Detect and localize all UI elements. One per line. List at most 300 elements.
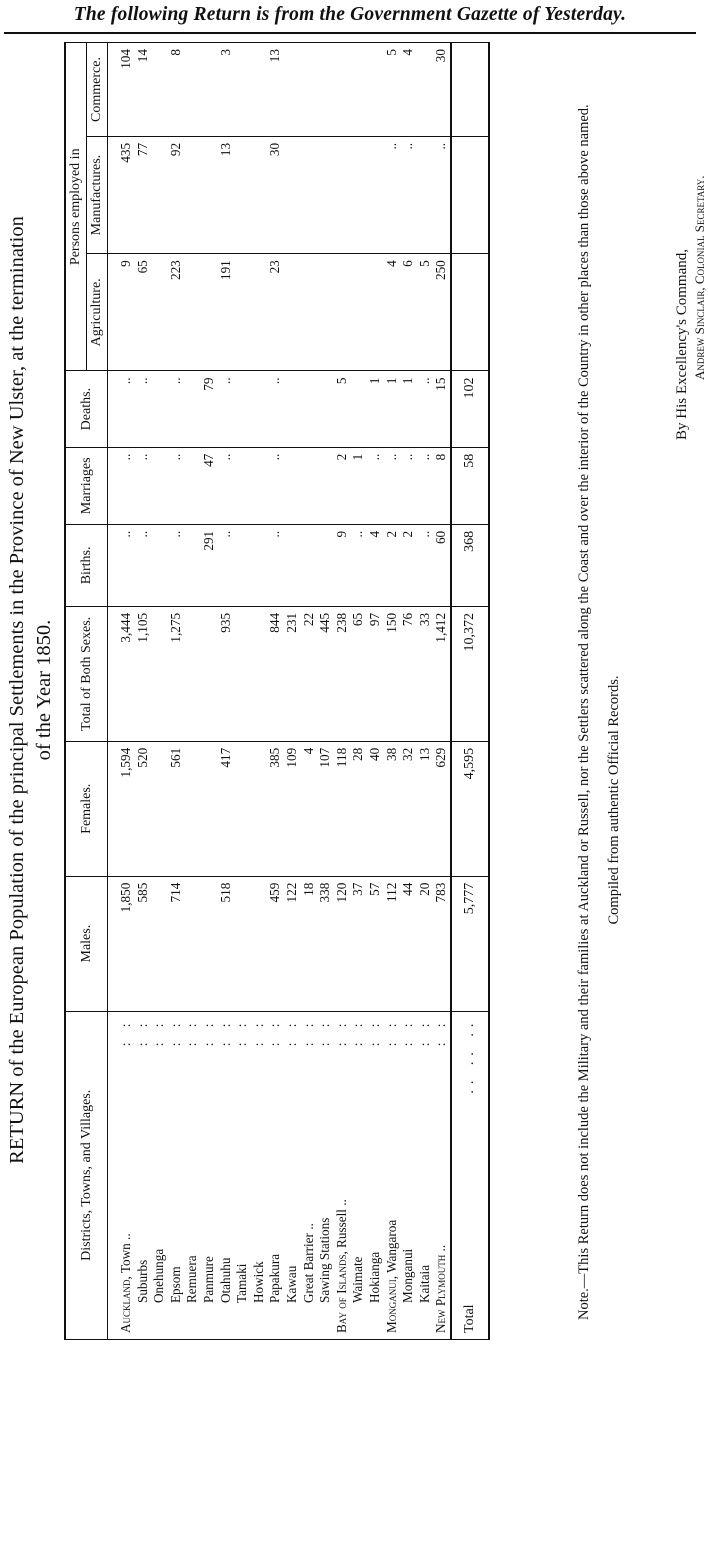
cell-total: 1,412	[433, 606, 451, 741]
cell-deaths	[251, 371, 268, 447]
table-row	[184, 43, 201, 1340]
cell-deaths: 5	[334, 371, 351, 447]
cell-births: ..	[218, 524, 235, 606]
cell-females: 385	[267, 741, 284, 876]
table-row	[201, 43, 218, 1340]
row-place	[267, 1011, 284, 1339]
cell-manufactures	[284, 136, 301, 253]
cell-commerce	[184, 43, 201, 137]
table-body	[108, 43, 451, 1340]
cell-commerce: 5	[384, 43, 401, 137]
leader-dots: : :	[366, 1017, 382, 1047]
cell-females: 520	[135, 741, 152, 876]
population-table	[64, 42, 490, 1340]
cell-total	[201, 606, 218, 741]
cell-total: 3,444	[108, 606, 135, 741]
cell-total: 1,105	[135, 606, 152, 741]
cell-females: 40	[367, 741, 384, 876]
cell-marriages: ..	[168, 447, 185, 524]
cell-manufactures	[317, 136, 334, 253]
cell-births: ..	[350, 524, 367, 606]
cell-agriculture	[184, 254, 201, 371]
cell-females	[184, 741, 201, 876]
row-place	[218, 1011, 235, 1339]
cell-births: ..	[168, 524, 185, 606]
cell-agriculture: 191	[218, 254, 235, 371]
total-females: 4,595	[451, 741, 489, 876]
cell-deaths	[317, 371, 334, 447]
cell-males: 714	[168, 876, 185, 1011]
cell-total: 935	[218, 606, 235, 741]
place-name: Papakura	[267, 1253, 283, 1303]
col-manufactures: Manufactures.	[87, 136, 108, 253]
cell-commerce	[234, 43, 251, 137]
col-commerce: Commerce.	[87, 43, 108, 137]
cell-commerce	[301, 43, 318, 137]
total-leader-dots: .. .. ..	[461, 1017, 477, 1094]
cell-commerce	[251, 43, 268, 137]
leader-dots: : :	[151, 1017, 167, 1047]
cell-commerce: 8	[168, 43, 185, 137]
leader-dots: : :	[200, 1017, 216, 1047]
cell-marriages: ..	[400, 447, 417, 524]
leader-dots: : :	[250, 1017, 266, 1047]
table-row	[108, 43, 135, 1340]
table-row	[400, 43, 417, 1340]
leader-dots: : :	[300, 1017, 316, 1047]
cell-manufactures	[301, 136, 318, 253]
leader-dots: : :	[234, 1017, 250, 1047]
place-name: Remuera	[184, 1255, 200, 1303]
cell-deaths: 1	[384, 371, 401, 447]
cell-females	[151, 741, 168, 876]
cell-agriculture: 9	[108, 254, 135, 371]
footer	[574, 40, 707, 1340]
row-place	[284, 1011, 301, 1339]
cell-deaths: ..	[168, 371, 185, 447]
cell-deaths: 15	[433, 371, 451, 447]
cell-agriculture: 250	[433, 254, 451, 371]
place-name: Suburbs	[134, 1259, 150, 1303]
table-row	[350, 43, 367, 1340]
cell-males	[201, 876, 218, 1011]
cell-total	[234, 606, 251, 741]
cell-marriages: ..	[135, 447, 152, 524]
cell-commerce: 104	[108, 43, 135, 137]
table-row	[218, 43, 235, 1340]
leader-dots: : :	[118, 1017, 133, 1047]
cell-females: 4	[301, 741, 318, 876]
title-line-1: RETURN of the European Population of the principal Settlements in the Province of New Ulster, at the termination	[6, 216, 28, 1164]
district-name: New Plymouth	[433, 1254, 449, 1333]
cell-manufactures: 30	[267, 136, 284, 253]
col-districts: Districts, Towns, and Villages.	[65, 1011, 108, 1339]
cell-marriages: ..	[267, 447, 284, 524]
command-line: By His Excellency's Command,	[674, 248, 690, 440]
row-place	[184, 1011, 201, 1339]
cell-agriculture	[234, 254, 251, 371]
cell-deaths	[350, 371, 367, 447]
cell-marriages: ..	[108, 447, 135, 524]
total-deaths: 102	[451, 371, 489, 447]
cell-commerce	[334, 43, 351, 137]
leader-dots: : :	[184, 1017, 200, 1047]
cell-marriages	[184, 447, 201, 524]
cell-agriculture	[151, 254, 168, 371]
cell-births: 4	[367, 524, 384, 606]
cell-commerce: 4	[400, 43, 417, 137]
cell-males: 338	[317, 876, 334, 1011]
cell-deaths	[151, 371, 168, 447]
cell-total: 65	[350, 606, 367, 741]
row-place	[251, 1011, 268, 1339]
table-row	[317, 43, 334, 1340]
cell-deaths: ..	[417, 371, 434, 447]
cell-births	[284, 524, 301, 606]
cell-females	[234, 741, 251, 876]
note-text: Note.—This Return does not include the Military and their families at Auckland or Russell, nor the Settlers scattered along the Coast and over the interior of the Country in other places than those above named.	[576, 104, 592, 1320]
cell-marriages: ..	[417, 447, 434, 524]
table-row	[284, 43, 301, 1340]
row-place	[334, 1011, 351, 1339]
cell-agriculture	[350, 254, 367, 371]
row-place	[135, 1011, 152, 1339]
leader-dots: : :	[267, 1017, 283, 1047]
cell-deaths	[184, 371, 201, 447]
cell-manufactures: 77	[135, 136, 152, 253]
row-place	[417, 1011, 434, 1339]
place-name: Russell ..	[333, 1199, 349, 1248]
cell-births	[251, 524, 268, 606]
cell-manufactures: 92	[168, 136, 185, 253]
place-name: Tamaki	[234, 1263, 250, 1303]
cell-agriculture: 4	[384, 254, 401, 371]
cell-males: 18	[301, 876, 318, 1011]
cell-deaths: ..	[267, 371, 284, 447]
cell-manufactures	[184, 136, 201, 253]
place-name: ..	[433, 1244, 449, 1252]
place-name: Onehunga	[151, 1248, 167, 1303]
cell-females: 1,594	[108, 741, 135, 876]
gazette-header: The following Return is from the Government Gazette of Yesterday.	[73, 4, 627, 25]
cell-commerce	[350, 43, 367, 137]
col-deaths: Deaths.	[65, 371, 108, 447]
cell-total: 238	[334, 606, 351, 741]
leader-dots: : :	[134, 1017, 150, 1047]
cell-total: 76	[400, 606, 417, 741]
cell-total	[184, 606, 201, 741]
row-place	[384, 1011, 401, 1339]
place-name: Monganui	[400, 1248, 416, 1303]
cell-commerce: 13	[267, 43, 284, 137]
cell-males	[234, 876, 251, 1011]
place-name: Epsom	[167, 1266, 183, 1303]
cell-agriculture: 6	[400, 254, 417, 371]
cell-marriages: ..	[367, 447, 384, 524]
table-row	[384, 43, 401, 1340]
leader-dots: : :	[167, 1017, 183, 1047]
cell-manufactures	[151, 136, 168, 253]
place-name: Town ..	[118, 1233, 133, 1274]
cell-commerce	[367, 43, 384, 137]
cell-total: 231	[284, 606, 301, 741]
cell-marriages: ..	[384, 447, 401, 524]
total-label	[451, 1011, 489, 1339]
cell-total: 445	[317, 606, 334, 741]
header-rule	[4, 32, 696, 34]
cell-manufactures: ..	[384, 136, 401, 253]
leader-dots: : :	[433, 1017, 449, 1047]
cell-births	[234, 524, 251, 606]
cell-agriculture	[201, 254, 218, 371]
cell-females: 629	[433, 741, 451, 876]
place-name: Wangaroa	[383, 1219, 399, 1273]
cell-agriculture: 65	[135, 254, 152, 371]
cell-births	[317, 524, 334, 606]
cell-commerce	[417, 43, 434, 137]
table-row	[301, 43, 318, 1340]
cell-males: 57	[367, 876, 384, 1011]
cell-agriculture	[317, 254, 334, 371]
district-name: Auckland,	[118, 1276, 133, 1333]
cell-males	[151, 876, 168, 1011]
cell-marriages	[284, 447, 301, 524]
cell-commerce: 30	[433, 43, 451, 137]
secretary-signature: Andrew Sinclair, Colonial Secretary.	[692, 175, 707, 380]
row-place	[400, 1011, 417, 1339]
cell-females: 28	[350, 741, 367, 876]
place-name: Panmure	[200, 1256, 216, 1303]
cell-births: ..	[267, 524, 284, 606]
total-commerce	[451, 43, 489, 137]
cell-females: 118	[334, 741, 351, 876]
col-employed-group: Persons employed in	[65, 43, 87, 372]
cell-females: 109	[284, 741, 301, 876]
total-births: 368	[451, 524, 489, 606]
cell-males: 1,850	[108, 876, 135, 1011]
cell-females	[251, 741, 268, 876]
cell-births: 2	[384, 524, 401, 606]
cell-manufactures	[367, 136, 384, 253]
cell-agriculture	[284, 254, 301, 371]
cell-marriages	[151, 447, 168, 524]
cell-females: 38	[384, 741, 401, 876]
cell-births: ..	[135, 524, 152, 606]
leader-dots: : :	[350, 1017, 366, 1047]
cell-marriages	[251, 447, 268, 524]
cell-males: 459	[267, 876, 284, 1011]
row-place	[301, 1011, 318, 1339]
leader-dots: : :	[333, 1017, 349, 1047]
total-label-text: Total	[461, 1304, 477, 1333]
cell-commerce	[317, 43, 334, 137]
table-row	[234, 43, 251, 1340]
cell-agriculture: 23	[267, 254, 284, 371]
cell-births	[184, 524, 201, 606]
cell-total: 33	[417, 606, 434, 741]
cell-marriages	[317, 447, 334, 524]
cell-marriages: 1	[350, 447, 367, 524]
total-males: 5,777	[451, 876, 489, 1011]
cell-females: 13	[417, 741, 434, 876]
cell-deaths: ..	[108, 371, 135, 447]
cell-total: 844	[267, 606, 284, 741]
place-name: Hokianga	[366, 1251, 382, 1303]
cell-total: 1,275	[168, 606, 185, 741]
table-row	[433, 43, 451, 1340]
cell-manufactures	[350, 136, 367, 253]
cell-births: ..	[417, 524, 434, 606]
cell-agriculture	[251, 254, 268, 371]
cell-manufactures	[334, 136, 351, 253]
table-row	[367, 43, 384, 1340]
row-place	[168, 1011, 185, 1339]
cell-commerce: 3	[218, 43, 235, 137]
place-name: Kaitaia	[416, 1264, 432, 1303]
cell-total	[151, 606, 168, 741]
cell-births: ..	[108, 524, 135, 606]
table-row	[267, 43, 284, 1340]
cell-manufactures	[251, 136, 268, 253]
table-row	[417, 43, 434, 1340]
cell-births: 9	[334, 524, 351, 606]
district-name: Monganui,	[383, 1275, 399, 1333]
place-name: Kawau	[283, 1265, 299, 1303]
place-name: Great Barrier ..	[300, 1223, 316, 1303]
total-row	[451, 43, 489, 1340]
cell-deaths	[301, 371, 318, 447]
col-females: Females.	[65, 741, 108, 876]
cell-males: 20	[417, 876, 434, 1011]
leader-dots: : :	[317, 1017, 333, 1047]
col-total: Total of Both Sexes.	[65, 606, 108, 741]
cell-deaths: 1	[400, 371, 417, 447]
table-row	[168, 43, 185, 1340]
row-place	[433, 1011, 451, 1339]
cell-males: 122	[284, 876, 301, 1011]
cell-marriages	[234, 447, 251, 524]
cell-males	[184, 876, 201, 1011]
rotated-document	[4, 40, 707, 1340]
total-agriculture	[451, 254, 489, 371]
cell-males: 37	[350, 876, 367, 1011]
cell-deaths: ..	[218, 371, 235, 447]
cell-births	[151, 524, 168, 606]
district-name: Bay of Islands,	[333, 1251, 349, 1333]
cell-commerce	[151, 43, 168, 137]
leader-dots: : :	[400, 1017, 416, 1047]
leader-dots: : :	[283, 1017, 299, 1047]
cell-males: 120	[334, 876, 351, 1011]
cell-males	[251, 876, 268, 1011]
cell-manufactures: 13	[218, 136, 235, 253]
place-name: Waimate	[350, 1256, 366, 1303]
cell-agriculture	[301, 254, 318, 371]
table-row	[135, 43, 152, 1340]
cell-deaths: 79	[201, 371, 218, 447]
leader-dots: : :	[416, 1017, 432, 1047]
row-place	[367, 1011, 384, 1339]
cell-males: 585	[135, 876, 152, 1011]
document-title	[4, 40, 58, 1340]
cell-deaths	[284, 371, 301, 447]
title-line-2: of the Year 1850.	[33, 619, 55, 761]
cell-agriculture: 223	[168, 254, 185, 371]
cell-births: 291	[201, 524, 218, 606]
cell-females: 32	[400, 741, 417, 876]
cell-deaths: ..	[135, 371, 152, 447]
compiled-line: Compiled from authentic Official Records.	[606, 675, 622, 925]
cell-manufactures: 435	[108, 136, 135, 253]
row-place	[350, 1011, 367, 1339]
col-males: Males.	[65, 876, 108, 1011]
cell-total	[251, 606, 268, 741]
total-manufactures	[451, 136, 489, 253]
cell-births	[301, 524, 318, 606]
table-row	[151, 43, 168, 1340]
table-row	[334, 43, 351, 1340]
cell-commerce	[284, 43, 301, 137]
cell-marriages: 47	[201, 447, 218, 524]
cell-births: 60	[433, 524, 451, 606]
cell-females: 561	[168, 741, 185, 876]
row-place	[201, 1011, 218, 1339]
cell-manufactures	[417, 136, 434, 253]
cell-births: 2	[400, 524, 417, 606]
cell-manufactures	[201, 136, 218, 253]
cell-agriculture: 5	[417, 254, 434, 371]
table-row	[251, 43, 268, 1340]
cell-males: 44	[400, 876, 417, 1011]
cell-manufactures: ..	[400, 136, 417, 253]
row-place	[108, 1011, 135, 1339]
col-births: Births.	[65, 524, 108, 606]
cell-females	[201, 741, 218, 876]
total-both: 10,372	[451, 606, 489, 741]
cell-agriculture	[367, 254, 384, 371]
leader-dots: : :	[383, 1017, 399, 1047]
place-name: Sawing Stations	[317, 1217, 333, 1303]
col-agriculture: Agriculture.	[87, 254, 108, 371]
cell-marriages: 8	[433, 447, 451, 524]
cell-total: 150	[384, 606, 401, 741]
cell-marriages: ..	[218, 447, 235, 524]
cell-agriculture	[334, 254, 351, 371]
cell-manufactures: ..	[433, 136, 451, 253]
total-marriages: 58	[451, 447, 489, 524]
cell-manufactures	[234, 136, 251, 253]
cell-males: 783	[433, 876, 451, 1011]
cell-commerce	[201, 43, 218, 137]
row-place	[151, 1011, 168, 1339]
cell-commerce: 14	[135, 43, 152, 137]
row-place	[234, 1011, 251, 1339]
cell-females: 417	[218, 741, 235, 876]
col-marriages: Marriages	[65, 447, 108, 524]
cell-marriages: 2	[334, 447, 351, 524]
leader-dots: : :	[217, 1017, 233, 1047]
cell-males: 112	[384, 876, 401, 1011]
cell-marriages	[301, 447, 318, 524]
place-name: Howick	[250, 1261, 266, 1303]
cell-deaths: 1	[367, 371, 384, 447]
row-place	[317, 1011, 334, 1339]
place-name: Otahuhu	[217, 1257, 233, 1303]
cell-deaths	[234, 371, 251, 447]
cell-females: 107	[317, 741, 334, 876]
cell-males: 518	[218, 876, 235, 1011]
cell-total: 22	[301, 606, 318, 741]
